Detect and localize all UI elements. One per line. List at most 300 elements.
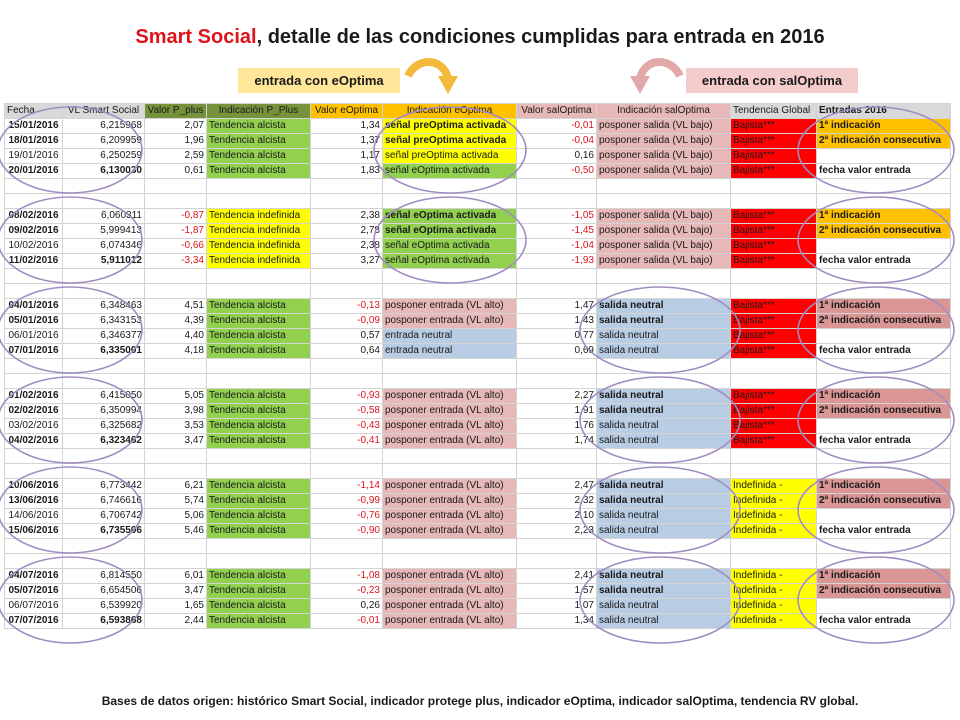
vl-cell: 6,130030	[63, 164, 145, 179]
eoptima-indication-cell: posponer entrada (VL alto)	[383, 389, 517, 404]
entradas-cell: 2ª indicación consecutiva	[817, 404, 951, 419]
date-cell: 08/02/2016	[5, 209, 63, 224]
curved-arrow-down-right-icon	[402, 56, 462, 106]
saloptima-value-cell: -1,05	[517, 209, 597, 224]
eoptima-value-cell: -0,76	[311, 509, 383, 524]
spacer-cell	[731, 539, 817, 554]
date-cell: 20/01/2016	[5, 164, 63, 179]
vl-cell: 6,343153	[63, 314, 145, 329]
pplus-value-cell: 4,18	[145, 344, 207, 359]
date-cell: 14/06/2016	[5, 509, 63, 524]
entradas-cell: fecha valor entrada	[817, 254, 951, 269]
vl-cell: 6,060311	[63, 209, 145, 224]
spacer-cell	[311, 194, 383, 209]
global-trend-cell: Bajista***	[731, 404, 817, 419]
header-cell: Entradas 2016	[817, 104, 951, 119]
global-trend-cell: Indefinida -	[731, 614, 817, 629]
eoptima-indication-cell: posponer entrada (VL alto)	[383, 494, 517, 509]
table-row	[5, 209, 951, 224]
spacer-cell	[145, 284, 207, 299]
spacer-cell	[311, 179, 383, 194]
eoptima-indication-cell: posponer entrada (VL alto)	[383, 599, 517, 614]
spacer-cell	[311, 359, 383, 374]
vl-cell: 6,706742	[63, 509, 145, 524]
date-cell: 19/01/2016	[5, 149, 63, 164]
saloptima-indication-cell: salida neutral	[597, 419, 731, 434]
spacer-cell	[5, 449, 63, 464]
saloptima-value-cell: -1,45	[517, 224, 597, 239]
spacer-cell	[731, 179, 817, 194]
spacer-cell	[145, 449, 207, 464]
header-cell: Fecha	[5, 104, 63, 119]
table-row	[5, 509, 951, 524]
spacer-cell	[207, 554, 311, 569]
spacer-cell	[597, 284, 731, 299]
spacer-cell	[145, 539, 207, 554]
spacer-cell	[597, 179, 731, 194]
eoptima-value-cell: 3,27	[311, 254, 383, 269]
eoptima-value-cell: -0,58	[311, 404, 383, 419]
title-rest: , detalle de las condiciones cumplidas para entrada en 2016	[256, 26, 825, 48]
pplus-value-cell: 4,40	[145, 329, 207, 344]
global-trend-cell: Bajista***	[731, 389, 817, 404]
eoptima-value-cell: -0,93	[311, 389, 383, 404]
footer-sources: Bases de datos origen: histórico Smart Social, indicador protege plus, indicador eOptima, indicador salOptima, tendencia RV global.	[101, 694, 859, 708]
vl-cell: 5,911012	[63, 254, 145, 269]
vl-cell: 6,323462	[63, 434, 145, 449]
spacer-cell	[5, 284, 63, 299]
pplus-value-cell: -0,66	[145, 239, 207, 254]
spacer-cell	[383, 539, 517, 554]
global-trend-cell: Indefinida -	[731, 494, 817, 509]
date-cell: 11/02/2016	[5, 254, 63, 269]
header-cell: Indicación P_Plus	[207, 104, 311, 119]
eoptima-value-cell: -0,99	[311, 494, 383, 509]
spacer-row	[5, 464, 951, 479]
eoptima-indication-cell: posponer entrada (VL alto)	[383, 404, 517, 419]
table-row	[5, 344, 951, 359]
spacer-cell	[5, 464, 63, 479]
saloptima-value-cell: 1,57	[517, 584, 597, 599]
spacer-cell	[597, 194, 731, 209]
pplus-indication-cell: Tendencia indefinida	[207, 254, 311, 269]
spacer-row	[5, 554, 951, 569]
spacer-cell	[817, 179, 951, 194]
saloptima-indication-cell: salida neutral	[597, 599, 731, 614]
eoptima-indication-cell: entrada neutral	[383, 344, 517, 359]
label-entrada-saloptima: entrada con salOptima	[686, 68, 858, 93]
pplus-indication-cell: Tendencia indefinida	[207, 239, 311, 254]
saloptima-indication-cell: salida neutral	[597, 314, 731, 329]
spacer-cell	[63, 194, 145, 209]
spacer-cell	[383, 449, 517, 464]
date-cell: 18/01/2016	[5, 134, 63, 149]
vl-cell: 6,654506	[63, 584, 145, 599]
spacer-cell	[383, 359, 517, 374]
entradas-cell	[817, 599, 951, 614]
pplus-indication-cell: Tendencia alcista	[207, 569, 311, 584]
date-cell: 04/01/2016	[5, 299, 63, 314]
pplus-indication-cell: Tendencia alcista	[207, 389, 311, 404]
spacer-cell	[517, 179, 597, 194]
header-row	[5, 104, 951, 119]
date-cell: 05/01/2016	[5, 314, 63, 329]
pplus-value-cell: 1,96	[145, 134, 207, 149]
vl-cell: 6,215968	[63, 119, 145, 134]
spacer-cell	[311, 554, 383, 569]
spacer-cell	[5, 269, 63, 284]
vl-cell: 6,746616	[63, 494, 145, 509]
table-row	[5, 584, 951, 599]
eoptima-value-cell: -0,43	[311, 419, 383, 434]
table-row	[5, 314, 951, 329]
table-row	[5, 419, 951, 434]
pplus-value-cell: 4,39	[145, 314, 207, 329]
table-row	[5, 614, 951, 629]
pplus-value-cell: 4,51	[145, 299, 207, 314]
entradas-cell: 2ª indicación consecutiva	[817, 134, 951, 149]
spacer-cell	[63, 374, 145, 389]
date-cell: 05/07/2016	[5, 584, 63, 599]
table-row	[5, 434, 951, 449]
eoptima-value-cell: -1,08	[311, 569, 383, 584]
eoptima-indication-cell: señal eOptima activada	[383, 209, 517, 224]
spacer-cell	[731, 194, 817, 209]
spacer-cell	[207, 374, 311, 389]
spacer-cell	[517, 194, 597, 209]
pplus-indication-cell: Tendencia alcista	[207, 314, 311, 329]
saloptima-value-cell: 1,74	[517, 434, 597, 449]
pplus-indication-cell: Tendencia alcista	[207, 494, 311, 509]
eoptima-value-cell: 2,78	[311, 224, 383, 239]
spacer-cell	[63, 284, 145, 299]
spacer-cell	[63, 359, 145, 374]
spacer-cell	[5, 554, 63, 569]
spacer-cell	[63, 554, 145, 569]
date-cell: 06/07/2016	[5, 599, 63, 614]
spacer-cell	[63, 539, 145, 554]
eoptima-indication-cell: entrada neutral	[383, 329, 517, 344]
saloptima-value-cell: 1,91	[517, 404, 597, 419]
eoptima-value-cell: 1,34	[311, 119, 383, 134]
spacer-row	[5, 179, 951, 194]
eoptima-indication-cell: posponer entrada (VL alto)	[383, 314, 517, 329]
vl-cell: 6,350994	[63, 404, 145, 419]
pplus-indication-cell: Tendencia alcista	[207, 344, 311, 359]
table-row	[5, 389, 951, 404]
global-trend-cell: Indefinida -	[731, 599, 817, 614]
table-row	[5, 164, 951, 179]
saloptima-value-cell: 2,10	[517, 509, 597, 524]
saloptima-indication-cell: salida neutral	[597, 479, 731, 494]
saloptima-value-cell: 1,43	[517, 314, 597, 329]
spacer-cell	[817, 374, 951, 389]
saloptima-indication-cell: posponer salida (VL bajo)	[597, 209, 731, 224]
spacer-cell	[597, 464, 731, 479]
saloptima-value-cell: -0,04	[517, 134, 597, 149]
spacer-cell	[311, 374, 383, 389]
saloptima-indication-cell: posponer salida (VL bajo)	[597, 164, 731, 179]
table-row	[5, 239, 951, 254]
saloptima-value-cell: 2,32	[517, 494, 597, 509]
vl-cell: 5,999413	[63, 224, 145, 239]
vl-cell: 6,074346	[63, 239, 145, 254]
spacer-cell	[731, 284, 817, 299]
spacer-cell	[383, 374, 517, 389]
saloptima-indication-cell: salida neutral	[597, 404, 731, 419]
pplus-indication-cell: Tendencia alcista	[207, 119, 311, 134]
table-row	[5, 479, 951, 494]
entradas-cell	[817, 419, 951, 434]
saloptima-indication-cell: posponer salida (VL bajo)	[597, 224, 731, 239]
eoptima-value-cell: -0,13	[311, 299, 383, 314]
table-row	[5, 149, 951, 164]
spacer-cell	[731, 269, 817, 284]
date-cell: 10/02/2016	[5, 239, 63, 254]
table-row	[5, 524, 951, 539]
spacer-cell	[5, 374, 63, 389]
entradas-cell	[817, 239, 951, 254]
spacer-cell	[517, 539, 597, 554]
eoptima-indication-cell: señal eOptima activada	[383, 164, 517, 179]
pplus-indication-cell: Tendencia alcista	[207, 614, 311, 629]
spacer-cell	[817, 554, 951, 569]
spacer-cell	[311, 269, 383, 284]
saloptima-indication-cell: salida neutral	[597, 509, 731, 524]
table-row	[5, 404, 951, 419]
spacer-cell	[383, 284, 517, 299]
eoptima-indication-cell: señal preOptima activada	[383, 134, 517, 149]
pplus-value-cell: 3,98	[145, 404, 207, 419]
table-row	[5, 599, 951, 614]
saloptima-indication-cell: salida neutral	[597, 569, 731, 584]
global-trend-cell: Indefinida -	[731, 479, 817, 494]
pplus-value-cell: 5,46	[145, 524, 207, 539]
global-trend-cell: Bajista***	[731, 434, 817, 449]
spacer-cell	[517, 449, 597, 464]
spacer-cell	[517, 464, 597, 479]
spacer-row	[5, 284, 951, 299]
saloptima-value-cell: -0,01	[517, 119, 597, 134]
saloptima-value-cell: 2,47	[517, 479, 597, 494]
saloptima-value-cell: 0,69	[517, 344, 597, 359]
eoptima-indication-cell: señal eOptima activada	[383, 224, 517, 239]
spacer-cell	[517, 374, 597, 389]
date-cell: 15/01/2016	[5, 119, 63, 134]
vl-cell: 6,735506	[63, 524, 145, 539]
eoptima-indication-cell: posponer entrada (VL alto)	[383, 419, 517, 434]
saloptima-value-cell: 1,47	[517, 299, 597, 314]
entradas-cell: 1ª indicación	[817, 209, 951, 224]
table-row	[5, 254, 951, 269]
spacer-cell	[731, 464, 817, 479]
spacer-cell	[145, 464, 207, 479]
table-row	[5, 224, 951, 239]
spacer-row	[5, 449, 951, 464]
pplus-indication-cell: Tendencia alcista	[207, 329, 311, 344]
spacer-cell	[207, 464, 311, 479]
pplus-indication-cell: Tendencia alcista	[207, 599, 311, 614]
spacer-cell	[817, 194, 951, 209]
global-trend-cell: Bajista***	[731, 344, 817, 359]
eoptima-value-cell: 0,26	[311, 599, 383, 614]
spacer-cell	[311, 284, 383, 299]
spacer-cell	[383, 464, 517, 479]
saloptima-value-cell: 2,41	[517, 569, 597, 584]
pplus-indication-cell: Tendencia indefinida	[207, 224, 311, 239]
eoptima-value-cell: -0,41	[311, 434, 383, 449]
spacer-cell	[145, 269, 207, 284]
pplus-value-cell: 5,74	[145, 494, 207, 509]
eoptima-indication-cell: posponer entrada (VL alto)	[383, 524, 517, 539]
eoptima-indication-cell: posponer entrada (VL alto)	[383, 614, 517, 629]
spacer-cell	[817, 284, 951, 299]
eoptima-value-cell: 1,17	[311, 149, 383, 164]
pplus-indication-cell: Tendencia alcista	[207, 404, 311, 419]
global-trend-cell: Indefinida -	[731, 524, 817, 539]
eoptima-indication-cell: posponer entrada (VL alto)	[383, 434, 517, 449]
saloptima-value-cell: -0,50	[517, 164, 597, 179]
vl-cell: 6,250259	[63, 149, 145, 164]
entradas-cell	[817, 149, 951, 164]
spacer-cell	[207, 269, 311, 284]
eoptima-indication-cell: posponer entrada (VL alto)	[383, 584, 517, 599]
entradas-cell: 2ª indicación consecutiva	[817, 224, 951, 239]
spacer-cell	[207, 359, 311, 374]
entradas-cell: 2ª indicación consecutiva	[817, 584, 951, 599]
entradas-cell: 1ª indicación	[817, 299, 951, 314]
vl-cell: 6,773442	[63, 479, 145, 494]
table-row	[5, 299, 951, 314]
spacer-cell	[817, 269, 951, 284]
global-trend-cell: Bajista***	[731, 329, 817, 344]
spacer-cell	[597, 539, 731, 554]
spacer-cell	[817, 539, 951, 554]
vl-cell: 6,325682	[63, 419, 145, 434]
eoptima-indication-cell: señal preOptima activada	[383, 149, 517, 164]
entradas-cell	[817, 329, 951, 344]
spacer-cell	[597, 449, 731, 464]
spacer-cell	[145, 194, 207, 209]
title-brand: Smart Social	[135, 26, 257, 48]
conditions-table	[4, 103, 951, 629]
spacer-row	[5, 194, 951, 209]
table-row	[5, 134, 951, 149]
spacer-row	[5, 374, 951, 389]
spacer-cell	[817, 359, 951, 374]
spacer-cell	[817, 464, 951, 479]
spacer-cell	[5, 179, 63, 194]
vl-cell: 6,209959	[63, 134, 145, 149]
header-cell: VL Smart Social	[63, 104, 145, 119]
entradas-cell: 1ª indicación	[817, 479, 951, 494]
spacer-row	[5, 359, 951, 374]
entradas-cell: 2ª indicación consecutiva	[817, 314, 951, 329]
date-cell: 04/07/2016	[5, 569, 63, 584]
vl-cell: 6,335001	[63, 344, 145, 359]
spacer-cell	[207, 179, 311, 194]
saloptima-indication-cell: salida neutral	[597, 299, 731, 314]
header-cell: Tendencia Global	[731, 104, 817, 119]
eoptima-value-cell: -0,09	[311, 314, 383, 329]
entradas-cell: fecha valor entrada	[817, 344, 951, 359]
date-cell: 13/06/2016	[5, 494, 63, 509]
pplus-value-cell: 5,06	[145, 509, 207, 524]
entradas-cell: fecha valor entrada	[817, 164, 951, 179]
pplus-value-cell: 2,07	[145, 119, 207, 134]
eoptima-indication-cell: señal preOptima activada	[383, 119, 517, 134]
vl-cell: 6,415050	[63, 389, 145, 404]
header-cell: Valor P_plus	[145, 104, 207, 119]
eoptima-indication-cell: señal eOptima activada	[383, 254, 517, 269]
saloptima-indication-cell: posponer salida (VL bajo)	[597, 134, 731, 149]
saloptima-value-cell: 1,76	[517, 419, 597, 434]
saloptima-value-cell: -1,04	[517, 239, 597, 254]
date-cell: 04/02/2016	[5, 434, 63, 449]
spacer-row	[5, 269, 951, 284]
page-title	[0, 26, 960, 49]
entradas-cell: fecha valor entrada	[817, 614, 951, 629]
spacer-cell	[383, 269, 517, 284]
entradas-cell: fecha valor entrada	[817, 434, 951, 449]
eoptima-value-cell: 0,64	[311, 344, 383, 359]
date-cell: 15/06/2016	[5, 524, 63, 539]
saloptima-indication-cell: salida neutral	[597, 584, 731, 599]
saloptima-indication-cell: salida neutral	[597, 614, 731, 629]
eoptima-indication-cell: posponer entrada (VL alto)	[383, 479, 517, 494]
eoptima-indication-cell: posponer entrada (VL alto)	[383, 569, 517, 584]
pplus-value-cell: 0,61	[145, 164, 207, 179]
saloptima-indication-cell: salida neutral	[597, 329, 731, 344]
spacer-cell	[311, 449, 383, 464]
date-cell: 07/01/2016	[5, 344, 63, 359]
spacer-cell	[5, 539, 63, 554]
saloptima-indication-cell: salida neutral	[597, 524, 731, 539]
saloptima-indication-cell: posponer salida (VL bajo)	[597, 254, 731, 269]
pplus-value-cell: 6,21	[145, 479, 207, 494]
label-entrada-eoptima: entrada con eOptima	[238, 68, 400, 93]
saloptima-value-cell: 0,16	[517, 149, 597, 164]
saloptima-value-cell: 2,23	[517, 524, 597, 539]
spacer-cell	[731, 554, 817, 569]
saloptima-indication-cell: posponer salida (VL bajo)	[597, 119, 731, 134]
global-trend-cell: Indefinida -	[731, 509, 817, 524]
spacer-cell	[63, 464, 145, 479]
saloptima-value-cell: 1,07	[517, 599, 597, 614]
pplus-indication-cell: Tendencia alcista	[207, 524, 311, 539]
spacer-cell	[517, 359, 597, 374]
global-trend-cell: Bajista***	[731, 149, 817, 164]
saloptima-value-cell: 1,34	[517, 614, 597, 629]
spacer-cell	[145, 554, 207, 569]
pplus-indication-cell: Tendencia alcista	[207, 584, 311, 599]
global-trend-cell: Indefinida -	[731, 569, 817, 584]
global-trend-cell: Bajista***	[731, 254, 817, 269]
saloptima-value-cell: 0,77	[517, 329, 597, 344]
pplus-indication-cell: Tendencia alcista	[207, 134, 311, 149]
date-cell: 02/02/2016	[5, 404, 63, 419]
table-row	[5, 494, 951, 509]
saloptima-indication-cell: salida neutral	[597, 434, 731, 449]
pplus-indication-cell: Tendencia alcista	[207, 434, 311, 449]
table-row	[5, 569, 951, 584]
spacer-cell	[207, 194, 311, 209]
date-cell: 07/07/2016	[5, 614, 63, 629]
global-trend-cell: Bajista***	[731, 119, 817, 134]
vl-cell: 6,593868	[63, 614, 145, 629]
eoptima-indication-cell: posponer entrada (VL alto)	[383, 509, 517, 524]
spacer-cell	[311, 464, 383, 479]
